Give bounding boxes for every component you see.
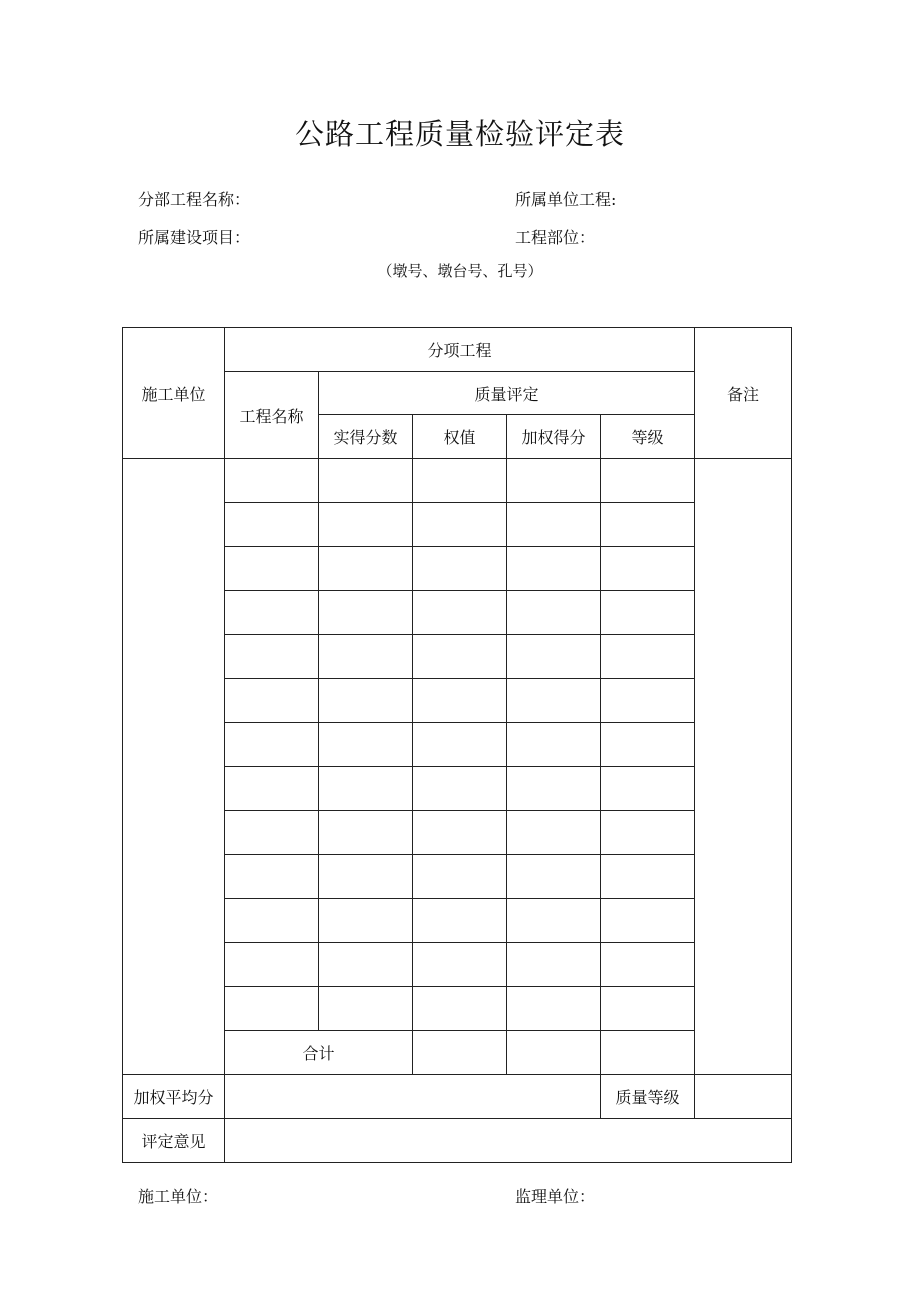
quality-grade-value[interactable] [695,1075,792,1119]
table-cell[interactable] [413,767,507,811]
table-cell[interactable] [225,943,319,987]
page-title: 公路工程质量检验评定表 [294,117,625,151]
table-cell[interactable] [413,723,507,767]
table-cell[interactable] [507,503,601,547]
table-cell[interactable] [319,811,413,855]
table-cell[interactable] [601,635,695,679]
table-cell[interactable] [319,547,413,591]
table-cell[interactable] [507,811,601,855]
table-cell[interactable] [507,591,601,635]
construction-unit-cell[interactable] [123,459,225,1075]
table-cell[interactable] [601,723,695,767]
table-cell[interactable] [319,855,413,899]
table-cell[interactable] [225,899,319,943]
table-cell[interactable] [507,635,601,679]
table-cell[interactable] [601,767,695,811]
table-cell[interactable] [507,943,601,987]
table-cell[interactable] [225,635,319,679]
table-cell[interactable] [413,503,507,547]
table-cell[interactable] [507,855,601,899]
construction-project-label: 所属建设项目： [138,228,251,247]
table-cell[interactable] [413,547,507,591]
table-cell[interactable] [507,899,601,943]
table-cell[interactable] [413,591,507,635]
table-cell[interactable] [319,503,413,547]
table-cell[interactable] [319,679,413,723]
table-cell[interactable] [413,459,507,503]
construction-unit-header: 施工单位 [123,328,225,459]
project-location-label: 工程部位： [515,228,596,247]
table-cell[interactable] [225,855,319,899]
quality-grade-label: 质量等级 [601,1075,695,1119]
table-cell[interactable] [601,987,695,1031]
table-cell[interactable] [319,635,413,679]
table-cell[interactable] [601,591,695,635]
total-label: 合计 [225,1031,413,1075]
subproject-name-label: 分部工程名称： [138,190,251,209]
total-grade-cell[interactable] [601,1031,695,1075]
eval-opinion-value[interactable] [225,1119,792,1163]
table-cell[interactable] [225,723,319,767]
location-note: （墩号、墩台号、孔号） [377,262,543,280]
table-cell[interactable] [225,591,319,635]
weighted-avg-label: 加权平均分 [123,1075,225,1119]
table-cell[interactable] [319,723,413,767]
table-cell[interactable] [225,679,319,723]
table-cell[interactable] [507,547,601,591]
project-name-header: 工程名称 [225,372,319,459]
table-cell[interactable] [507,987,601,1031]
table-cell[interactable] [601,855,695,899]
table-cell[interactable] [319,987,413,1031]
total-weighted-score-cell[interactable] [507,1031,601,1075]
table-cell[interactable] [319,899,413,943]
table-cell[interactable] [601,547,695,591]
item-project-header: 分项工程 [225,328,695,372]
table-cell[interactable] [413,987,507,1031]
table-cell[interactable] [507,723,601,767]
unit-project-label: 所属单位工程: [515,190,617,209]
table-cell[interactable] [413,855,507,899]
eval-opinion-label: 评定意见 [123,1119,225,1163]
weighted-score-header: 加权得分 [507,415,601,459]
table-cell[interactable] [601,899,695,943]
table-cell[interactable] [507,767,601,811]
table-cell[interactable] [225,987,319,1031]
table-cell[interactable] [601,943,695,987]
table-cell[interactable] [601,679,695,723]
footer-construction-unit: 施工单位： [138,1187,219,1206]
weighted-avg-value[interactable] [225,1075,601,1119]
weight-header: 权值 [413,415,507,459]
table-cell[interactable] [601,459,695,503]
evaluation-table [122,327,792,1163]
table-cell[interactable] [319,767,413,811]
table-cell[interactable] [319,459,413,503]
table-cell[interactable] [319,591,413,635]
remarks-cell[interactable] [695,459,792,1075]
table-cell[interactable] [413,679,507,723]
table-cell[interactable] [507,679,601,723]
table-cell[interactable] [225,547,319,591]
table-cell[interactable] [225,459,319,503]
table-cell[interactable] [225,767,319,811]
table-cell[interactable] [413,811,507,855]
table-cell[interactable] [507,459,601,503]
table-cell[interactable] [413,635,507,679]
remarks-header: 备注 [695,328,792,459]
grade-header: 等级 [601,415,695,459]
table-cell[interactable] [601,503,695,547]
table-cell[interactable] [413,899,507,943]
table-cell[interactable] [413,943,507,987]
quality-eval-header: 质量评定 [319,372,695,415]
total-weight-cell[interactable] [413,1031,507,1075]
footer-supervision-unit: 监理单位： [515,1187,596,1206]
table-cell[interactable] [319,943,413,987]
table-cell[interactable] [601,811,695,855]
table-cell[interactable] [225,811,319,855]
actual-score-header: 实得分数 [319,415,413,459]
table-cell[interactable] [225,503,319,547]
